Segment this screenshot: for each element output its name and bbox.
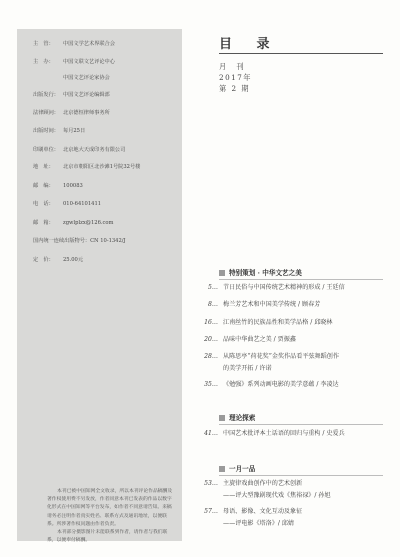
issue-frequency: 月 刊 — [219, 62, 246, 71]
section-marker-icon — [219, 415, 225, 421]
colophon-row-printer: 印刷单位： 北京地大天成印务有限公司 — [33, 147, 126, 153]
colophon-notes — [47, 488, 175, 545]
section-divider — [219, 279, 383, 280]
colophon-row-email: 邮 箱： zgwlplzx@126.com — [33, 220, 114, 226]
title-divider — [219, 53, 383, 54]
section-divider — [219, 424, 383, 425]
colophon-row-sponsor-2: 中国文艺评论家协会 — [63, 75, 110, 81]
colophon-row-publish-date: 出版时间： 每月25日 — [33, 128, 86, 134]
colophon-row-postcode: 邮 编： 100083 — [33, 183, 83, 189]
section-marker-icon — [219, 466, 225, 472]
issue-year: 2017年 — [219, 73, 252, 82]
section-marker-icon — [219, 270, 225, 276]
colophon-row-address: 地 址： 北京市朝阳区北沙滩1号院32号楼 — [33, 164, 141, 170]
copyright-note: 本刊已被中国知网全文收录，所以本刊评论作品稿酬及著作权使用费不另发放，作者同意本刊已发表的作品以数字化形式在中国知网等平台发布，如作者不同意请告知。来稿请务必注明作者真实姓名、联系方式及通讯地址，以便联系。所涉著作权问题由作者负责。 — [47, 489, 173, 527]
section-monthly-pick: 一月一品 — [219, 464, 379, 474]
colophon-row-supervisor: 主 管： 中国文学艺术界联合会 — [33, 41, 115, 47]
photo-credit-note: 本刊部分摄影图片未能联系到作者，请作者与我们联系，以便奉付稿酬。 — [47, 530, 168, 544]
colophon-row-price: 定 价： 25.00元 — [33, 257, 84, 263]
colophon-row-legal: 法律顾问： 北京德恒律师事务所 — [33, 110, 110, 116]
colophon-panel — [17, 29, 182, 544]
magazine-page: 主 管： 中国文学艺术界联合会 主 办： 中国文联文艺评论中心 中国文艺评论家协会 出版发行： 中国文艺评论编辑部 法律顾问： 北京德恒律师事务所 出版时间： 每月25日 印刷单位： 北京地大天成印务有限公司 地 址： 北京市朝阳区北沙滩1号院32号楼 邮 编： 100083 电 话： 010-64101411 邮 箱： zgwlplzx@126.com 国内统一连续出版物号：CN 10-1342/J 定 价： 25.00元 本刊已被中国知网全文收录，所以本刊评论作品稿酬及著作权使用费不另发放，作者同意本刊已发表的作品以数字化形式在中国知网等平台发布，如作者不同意请告知。来稿请务必注明作者真实姓名、联系方式及通讯地址，以便联系。所涉著作权问题由作者负责。 本刊部分摄影图片未能联系到作者，请作者与我们联系，以便奉付稿酬。 目 录 月 刊 2017年 第 2 期 特别策划 · 中华文艺之美 5… 节日民俗与中国传统艺术精神的形成 / 王廷信 8… 梅兰芳艺术和中国美学传统 / 顾春芳 16… 江南丝竹的民族品性和美学品格 / 邱晓林 20… 品味中华曲艺之美 / 贾振鑫 28… 从陈思亭“荷花奖”金奖作品看平弦舞蹈创作 的美学开拓 / 许诺 35… 《勉强》系列动画电影的美学意蕴 / 李凌达 理论探索 41… 中国艺术批评本土话语的回归与重构 / 史爱兵 一月一品 53… 主旋律戏曲创作中的艺术创新 ——评大型豫剧现代戏《焦裕禄》/ 孙旭 57… 母语、影像、文化互动及象征 ——评电影《塔洛》/ 邱婧 — [0, 0, 400, 557]
colophon-row-publisher: 出版发行： 中国文艺评论编辑部 — [33, 92, 110, 98]
colophon-row-phone: 电 话： 010-64101411 — [33, 201, 102, 207]
section-special-feature: 特别策划 · 中华文艺之美 — [219, 268, 379, 278]
colophon-row-issn: 国内统一连续出版物号：CN 10-1342/J — [33, 238, 126, 244]
section-divider — [219, 475, 383, 476]
issue-number: 第 2 期 — [219, 84, 251, 93]
colophon-row-sponsor: 主 办： 中国文联文艺评论中心 — [33, 59, 115, 65]
toc-title: 目 录 — [219, 37, 280, 52]
section-theory: 理论探索 — [219, 413, 379, 423]
